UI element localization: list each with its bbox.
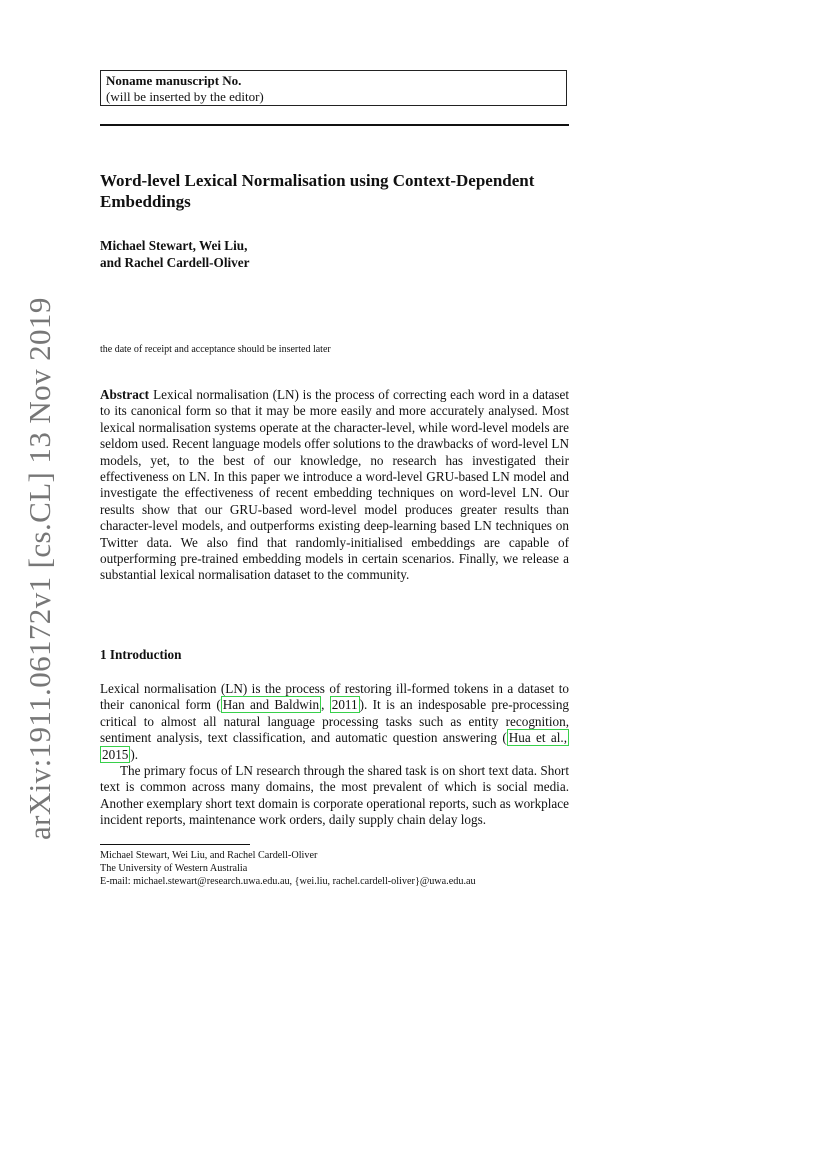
intro-paragraph-1 xyxy=(100,681,569,763)
section-heading: 1 Introduction xyxy=(100,647,182,662)
introduction-body xyxy=(100,681,569,829)
paragraph-text: Lexical normalisation (LN) is the process of restoring ill-formed tokens in a dataset to their canonical form ( xyxy=(100,681,569,713)
paragraph-text: ). It is an indesposable pre-processing critical to almost all natural language processing tasks such as entity recognition, sentiment analysis, text classification, and automatic question answering ( xyxy=(100,697,570,746)
footnote xyxy=(100,849,476,888)
paper-title: Word-level Lexical Normalisation using Context-Dependent Embeddings xyxy=(100,171,535,211)
footnote-email: E-mail: michael.stewart@research.uwa.edu.au, {wei.liu, rachel.cardell-oliver}@uwa.edu.au xyxy=(100,876,476,887)
author-list xyxy=(100,237,249,271)
citation-link[interactable]: 2015 xyxy=(102,746,129,762)
arxiv-stamp: arXiv:1911.06172v1 [cs.CL] 13 Nov 2019 xyxy=(22,297,57,840)
date-note: the date of receipt and acceptance should be inserted later xyxy=(100,344,331,355)
citation-link[interactable]: Hua et al., xyxy=(508,730,567,746)
manuscript-box xyxy=(100,70,567,106)
abstract-label: Abstract xyxy=(100,387,150,402)
intro-paragraph-2: The primary focus of LN research through the shared task is on short text data. Short text is common across many domains, the most prevalent of which is social media. Another exemplary short text domain is corporate operational reports, such as workplace incident reports, maintenance work orders, daily supply chain delay logs. xyxy=(100,763,569,828)
abstract xyxy=(100,387,569,584)
citation-link[interactable]: Han and Baldwin xyxy=(222,697,320,713)
footnote-affiliation: The University of Western Australia xyxy=(100,863,248,874)
footnote-names: Michael Stewart, Wei Liu, and Rachel Cardell-Oliver xyxy=(100,850,318,861)
manuscript-editor-note: (will be inserted by the editor) xyxy=(106,89,264,104)
citation-link[interactable]: 2011 xyxy=(331,697,358,713)
paragraph-text: ). xyxy=(130,746,139,762)
paragraph-text: , xyxy=(321,697,330,713)
author-line-2: and Rachel Cardell-Oliver xyxy=(100,255,250,270)
header-rule xyxy=(100,124,569,126)
abstract-text: Lexical normalisation (LN) is the process of correcting each word in a dataset to its canonical form so that it may be more easily and more accurately analysed. Most lexical normalisation systems operate at the character-level, while word-level models are seldom used. Recent language models offer solutions to the drawbacks of word-level LN models, yet, to the best of our knowledge, no research has investigated their effectiveness on LN. In this paper we introduce a word-level GRU-based LN model and investigate the effectiveness of recent embedding techniques on word-level LN. Our results show that our GRU-based word-level model produces greater results than character-level models, and outperforms existing deep-learning based LN techniques on Twitter data. We also find that randomly-initialised embeddings are capable of outperforming pre-trained embedding models in certain scenarios. Finally, we release a substantial lexical normalisation dataset to the community. xyxy=(100,387,569,583)
footnote-rule xyxy=(100,844,250,845)
author-line-1: Michael Stewart, Wei Liu, xyxy=(100,238,248,253)
manuscript-number: Noname manuscript No. xyxy=(106,73,242,88)
